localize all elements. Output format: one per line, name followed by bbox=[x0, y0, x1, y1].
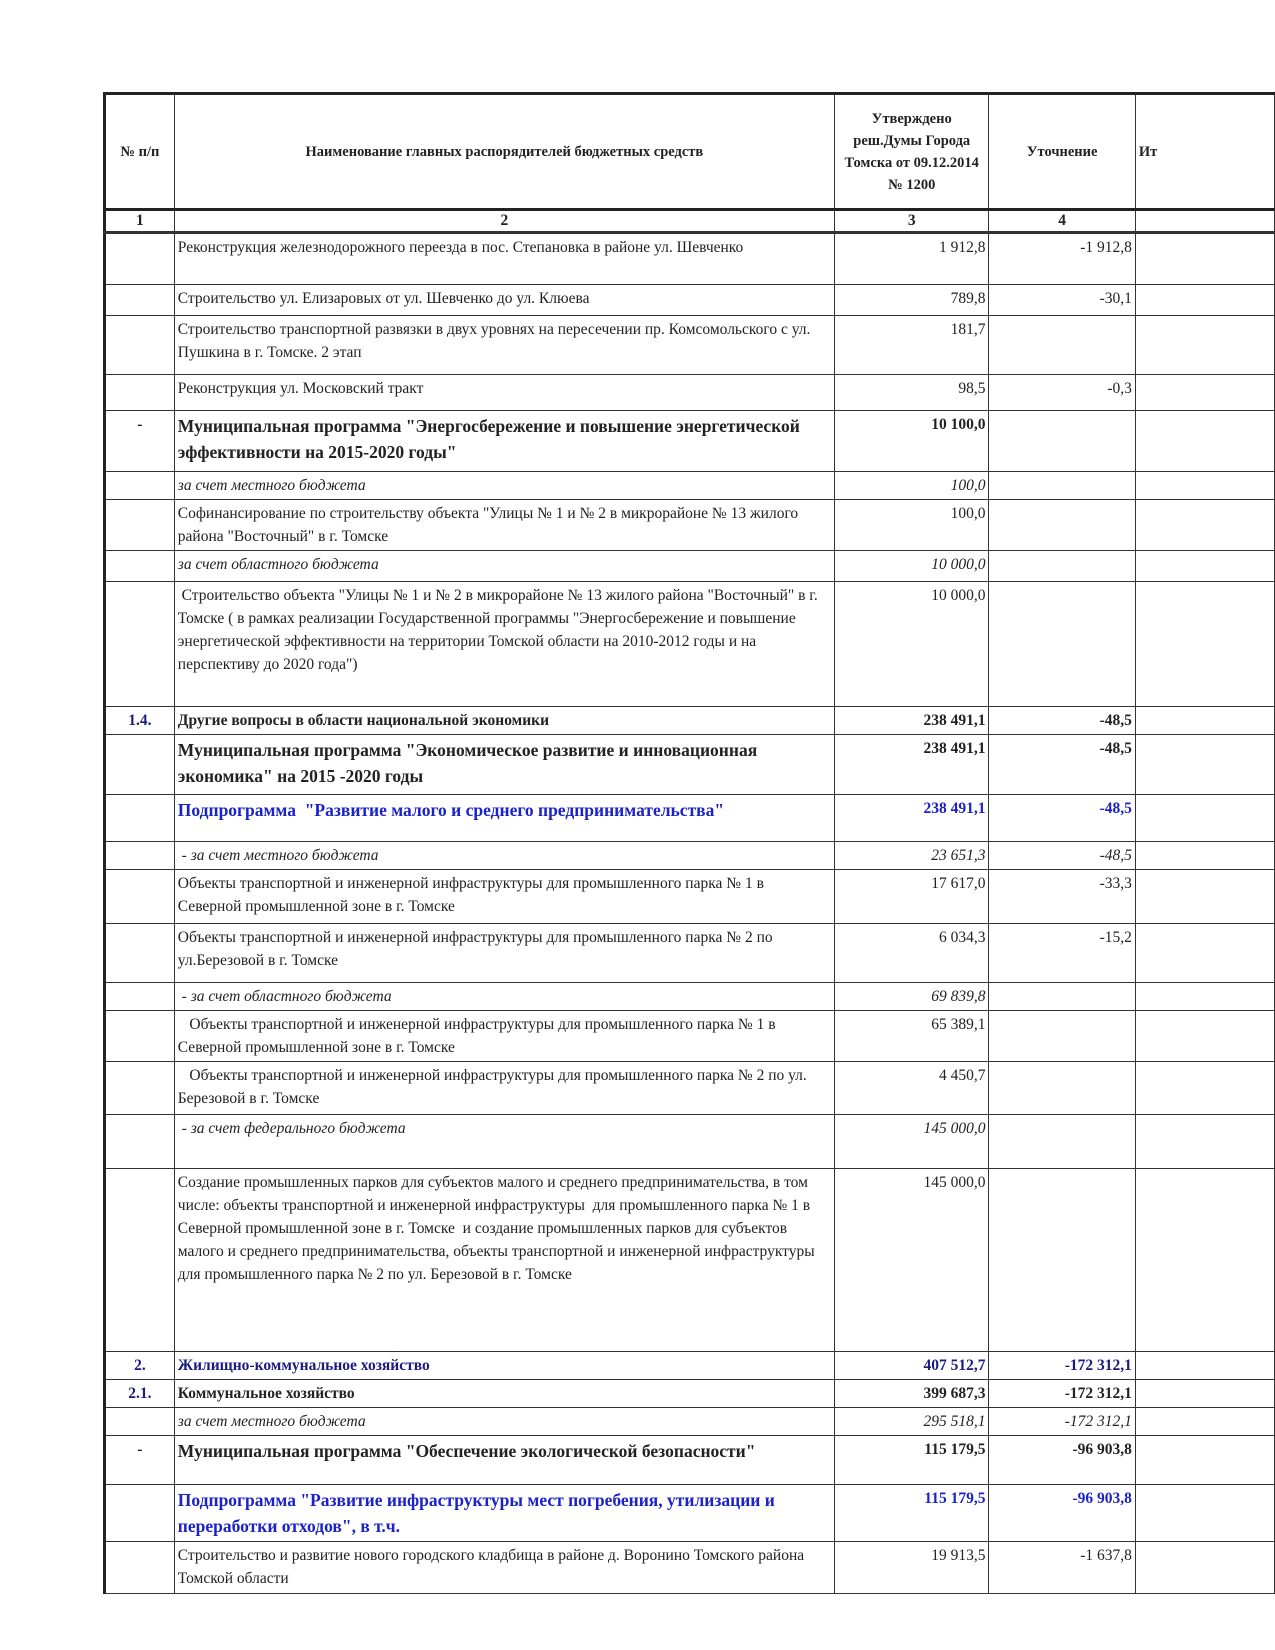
row-change-amount bbox=[989, 316, 1135, 375]
row-name: Создание промышленных парков для субъектов малого и среднего предпринимательства, в том числе: объекты транспортной и инженерной инфраструктуры для промышленного парка № 1 в Северной промышленной зоне в г. Томске и создание промышленных парков для субъектов малого и среднего предпринимательства, объекты транспортной и инженерной инфраструктуры для промышленного парка № 2 по ул. Березовой в г. Томске bbox=[174, 1169, 834, 1352]
table-row bbox=[105, 551, 1275, 582]
row-approved-amount: 100,0 bbox=[835, 472, 989, 500]
row-name: Муниципальная программа "Экономическое развитие и инновационная экономика" на 2015 -2020 годы bbox=[174, 735, 834, 795]
table-row bbox=[105, 983, 1275, 1011]
row-total-amount bbox=[1135, 1011, 1274, 1062]
table-row bbox=[105, 1169, 1275, 1352]
row-name: Объекты транспортной и инженерной инфраструктуры для промышленного парка № 1 в Северной промышленной зоне в г. Томске bbox=[174, 870, 834, 924]
table-row bbox=[105, 375, 1275, 411]
row-total-amount bbox=[1135, 1169, 1274, 1352]
row-approved-amount: 65 389,1 bbox=[835, 1011, 989, 1062]
table-row bbox=[105, 411, 1275, 472]
row-total-amount bbox=[1135, 1485, 1274, 1542]
column-number: 2 bbox=[174, 210, 834, 233]
row-name: - за счет местного бюджета bbox=[174, 842, 834, 870]
table-row bbox=[105, 582, 1275, 707]
header-change: Уточнение bbox=[989, 94, 1135, 210]
row-total-amount bbox=[1135, 582, 1274, 707]
row-name: Жилищно-коммунальное хозяйство bbox=[174, 1352, 834, 1380]
row-name: Строительство транспортной развязки в двух уровнях на пересечении пр. Комсомольского с ул. Пушкина в г. Томске. 2 этап bbox=[174, 316, 834, 375]
table-row bbox=[105, 1062, 1275, 1115]
row-total-amount bbox=[1135, 924, 1274, 983]
row-number: - bbox=[105, 411, 175, 472]
row-number bbox=[105, 735, 175, 795]
header-total: Ит bbox=[1135, 94, 1274, 210]
column-number bbox=[1135, 210, 1274, 233]
row-approved-amount: 115 179,5 bbox=[835, 1436, 989, 1485]
row-total-amount bbox=[1135, 500, 1274, 551]
row-name: Строительство объекта "Улицы № 1 и № 2 в микрорайоне № 13 жилого района "Восточный" в г. Томске ( в рамках реализации Государственной программы "Энергосбережение и повышение энергетической эффективности на территории Томской области на 2010-2012 годы и на перспективу до 2020 года") bbox=[174, 582, 834, 707]
row-total-amount bbox=[1135, 707, 1274, 735]
row-number bbox=[105, 924, 175, 983]
row-approved-amount: 100,0 bbox=[835, 500, 989, 551]
row-change-amount bbox=[989, 582, 1135, 707]
row-change-amount bbox=[989, 500, 1135, 551]
row-approved-amount: 115 179,5 bbox=[835, 1485, 989, 1542]
row-total-amount bbox=[1135, 411, 1274, 472]
row-change-amount: -172 312,1 bbox=[989, 1352, 1135, 1380]
row-approved-amount: 238 491,1 bbox=[835, 735, 989, 795]
column-number: 3 bbox=[835, 210, 989, 233]
table-row bbox=[105, 1485, 1275, 1542]
row-total-amount bbox=[1135, 472, 1274, 500]
row-approved-amount: 4 450,7 bbox=[835, 1062, 989, 1115]
table-row bbox=[105, 316, 1275, 375]
row-approved-amount: 69 839,8 bbox=[835, 983, 989, 1011]
row-change-amount bbox=[989, 1115, 1135, 1169]
row-number bbox=[105, 375, 175, 411]
row-number bbox=[105, 1011, 175, 1062]
row-name: за счет областного бюджета bbox=[174, 551, 834, 582]
row-change-amount: -48,5 bbox=[989, 795, 1135, 842]
row-approved-amount: 10 000,0 bbox=[835, 551, 989, 582]
table-row bbox=[105, 285, 1275, 316]
row-number bbox=[105, 472, 175, 500]
row-name: Объекты транспортной и инженерной инфраструктуры для промышленного парка № 2 по ул.Березовой в г. Томске bbox=[174, 924, 834, 983]
row-number bbox=[105, 1485, 175, 1542]
row-approved-amount: 789,8 bbox=[835, 285, 989, 316]
row-change-amount: -0,3 bbox=[989, 375, 1135, 411]
row-total-amount bbox=[1135, 1542, 1274, 1594]
row-total-amount bbox=[1135, 316, 1274, 375]
row-approved-amount: 6 034,3 bbox=[835, 924, 989, 983]
table-row bbox=[105, 842, 1275, 870]
row-total-amount bbox=[1135, 1380, 1274, 1408]
column-number: 1 bbox=[105, 210, 175, 233]
row-change-amount: -30,1 bbox=[989, 285, 1135, 316]
table-row bbox=[105, 472, 1275, 500]
table-row bbox=[105, 795, 1275, 842]
row-name: Строительство и развитие нового городского кладбища в районе д. Воронино Томского района Томской области bbox=[174, 1542, 834, 1594]
row-name: Муниципальная программа "Энергосбережение и повышение энергетической эффективности на 2015-2020 годы" bbox=[174, 411, 834, 472]
row-number bbox=[105, 983, 175, 1011]
row-number bbox=[105, 1408, 175, 1436]
row-change-amount: -1 637,8 bbox=[989, 1542, 1135, 1594]
row-approved-amount: 295 518,1 bbox=[835, 1408, 989, 1436]
row-number bbox=[105, 500, 175, 551]
row-approved-amount: 145 000,0 bbox=[835, 1169, 989, 1352]
row-total-amount bbox=[1135, 795, 1274, 842]
row-total-amount bbox=[1135, 1115, 1274, 1169]
row-number bbox=[105, 582, 175, 707]
row-approved-amount: 1 912,8 bbox=[835, 233, 989, 285]
row-number: 2.1. bbox=[105, 1380, 175, 1408]
row-change-amount bbox=[989, 1169, 1135, 1352]
row-number bbox=[105, 1169, 175, 1352]
row-total-amount bbox=[1135, 1062, 1274, 1115]
row-change-amount bbox=[989, 472, 1135, 500]
table-header-row bbox=[105, 94, 1275, 210]
row-change-amount bbox=[989, 983, 1135, 1011]
table-row bbox=[105, 500, 1275, 551]
row-name: за счет местного бюджета bbox=[174, 1408, 834, 1436]
budget-document bbox=[103, 92, 1275, 1594]
row-name: Другие вопросы в области национальной экономики bbox=[174, 707, 834, 735]
row-approved-amount: 23 651,3 bbox=[835, 842, 989, 870]
row-change-amount: -172 312,1 bbox=[989, 1380, 1135, 1408]
table-row bbox=[105, 1408, 1275, 1436]
row-name: Муниципальная программа "Обеспечение экологической безопасности" bbox=[174, 1436, 834, 1485]
row-change-amount: -96 903,8 bbox=[989, 1436, 1135, 1485]
row-number: - bbox=[105, 1436, 175, 1485]
row-number bbox=[105, 842, 175, 870]
row-total-amount bbox=[1135, 285, 1274, 316]
row-change-amount bbox=[989, 1062, 1135, 1115]
row-number bbox=[105, 870, 175, 924]
row-number bbox=[105, 233, 175, 285]
row-approved-amount: 98,5 bbox=[835, 375, 989, 411]
row-approved-amount: 10 000,0 bbox=[835, 582, 989, 707]
row-approved-amount: 238 491,1 bbox=[835, 707, 989, 735]
table-row bbox=[105, 870, 1275, 924]
budget-table bbox=[103, 92, 1275, 1594]
row-name: Реконструкция ул. Московский тракт bbox=[174, 375, 834, 411]
row-change-amount bbox=[989, 1011, 1135, 1062]
header-number: № п/п bbox=[105, 94, 175, 210]
column-numbers-row bbox=[105, 210, 1275, 233]
row-name: Объекты транспортной и инженерной инфраструктуры для промышленного парка № 1 в Северной промышленной зоне в г. Томске bbox=[174, 1011, 834, 1062]
row-name: - за счет федерального бюджета bbox=[174, 1115, 834, 1169]
table-row bbox=[105, 735, 1275, 795]
row-change-amount: -48,5 bbox=[989, 842, 1135, 870]
row-change-amount bbox=[989, 411, 1135, 472]
table-row bbox=[105, 233, 1275, 285]
row-approved-amount: 17 617,0 bbox=[835, 870, 989, 924]
table-row bbox=[105, 1011, 1275, 1062]
row-change-amount: -1 912,8 bbox=[989, 233, 1135, 285]
row-number: 1.4. bbox=[105, 707, 175, 735]
row-number bbox=[105, 551, 175, 582]
row-name: Софинансирование по строительству объекта "Улицы № 1 и № 2 в микрорайоне № 13 жилого района "Восточный" в г. Томске bbox=[174, 500, 834, 551]
row-change-amount: -96 903,8 bbox=[989, 1485, 1135, 1542]
row-number bbox=[105, 795, 175, 842]
row-approved-amount: 181,7 bbox=[835, 316, 989, 375]
row-name: Коммунальное хозяйство bbox=[174, 1380, 834, 1408]
column-number: 4 bbox=[989, 210, 1135, 233]
row-number: 2. bbox=[105, 1352, 175, 1380]
row-name: Объекты транспортной и инженерной инфраструктуры для промышленного парка № 2 по ул. Березовой в г. Томске bbox=[174, 1062, 834, 1115]
table-row bbox=[105, 924, 1275, 983]
row-total-amount bbox=[1135, 233, 1274, 285]
row-number bbox=[105, 316, 175, 375]
row-change-amount: -172 312,1 bbox=[989, 1408, 1135, 1436]
row-name: - за счет областного бюджета bbox=[174, 983, 834, 1011]
header-name: Наименование главных распорядителей бюджетных средств bbox=[174, 94, 834, 210]
row-change-amount: -48,5 bbox=[989, 707, 1135, 735]
row-total-amount bbox=[1135, 551, 1274, 582]
table-row bbox=[105, 1542, 1275, 1594]
row-approved-amount: 407 512,7 bbox=[835, 1352, 989, 1380]
row-number bbox=[105, 285, 175, 316]
table-row bbox=[105, 1436, 1275, 1485]
row-total-amount bbox=[1135, 1408, 1274, 1436]
row-total-amount bbox=[1135, 983, 1274, 1011]
row-name: Подпрограмма "Развитие малого и среднего предпринимательства" bbox=[174, 795, 834, 842]
row-name: Подпрограмма "Развитие инфраструктуры мест погребения, утилизации и переработки отходов", в т.ч. bbox=[174, 1485, 834, 1542]
row-change-amount: -48,5 bbox=[989, 735, 1135, 795]
row-total-amount bbox=[1135, 842, 1274, 870]
table-row bbox=[105, 1380, 1275, 1408]
row-approved-amount: 10 100,0 bbox=[835, 411, 989, 472]
row-number bbox=[105, 1115, 175, 1169]
row-approved-amount: 399 687,3 bbox=[835, 1380, 989, 1408]
row-total-amount bbox=[1135, 870, 1274, 924]
header-approved: Утверждено реш.Думы Города Томска от 09.12.2014 № 1200 bbox=[835, 94, 989, 210]
row-number bbox=[105, 1062, 175, 1115]
row-total-amount bbox=[1135, 735, 1274, 795]
row-name: за счет местного бюджета bbox=[174, 472, 834, 500]
row-total-amount bbox=[1135, 1352, 1274, 1380]
row-total-amount bbox=[1135, 1436, 1274, 1485]
row-name: Реконструкция железнодорожного переезда в пос. Степановка в районе ул. Шевченко bbox=[174, 233, 834, 285]
row-change-amount: -33,3 bbox=[989, 870, 1135, 924]
row-name: Строительство ул. Елизаровых от ул. Шевченко до ул. Клюева bbox=[174, 285, 834, 316]
row-approved-amount: 19 913,5 bbox=[835, 1542, 989, 1594]
table-row bbox=[105, 1115, 1275, 1169]
row-total-amount bbox=[1135, 375, 1274, 411]
row-change-amount: -15,2 bbox=[989, 924, 1135, 983]
table-row bbox=[105, 707, 1275, 735]
row-approved-amount: 145 000,0 bbox=[835, 1115, 989, 1169]
row-approved-amount: 238 491,1 bbox=[835, 795, 989, 842]
table-row bbox=[105, 1352, 1275, 1380]
row-number bbox=[105, 1542, 175, 1594]
row-change-amount bbox=[989, 551, 1135, 582]
